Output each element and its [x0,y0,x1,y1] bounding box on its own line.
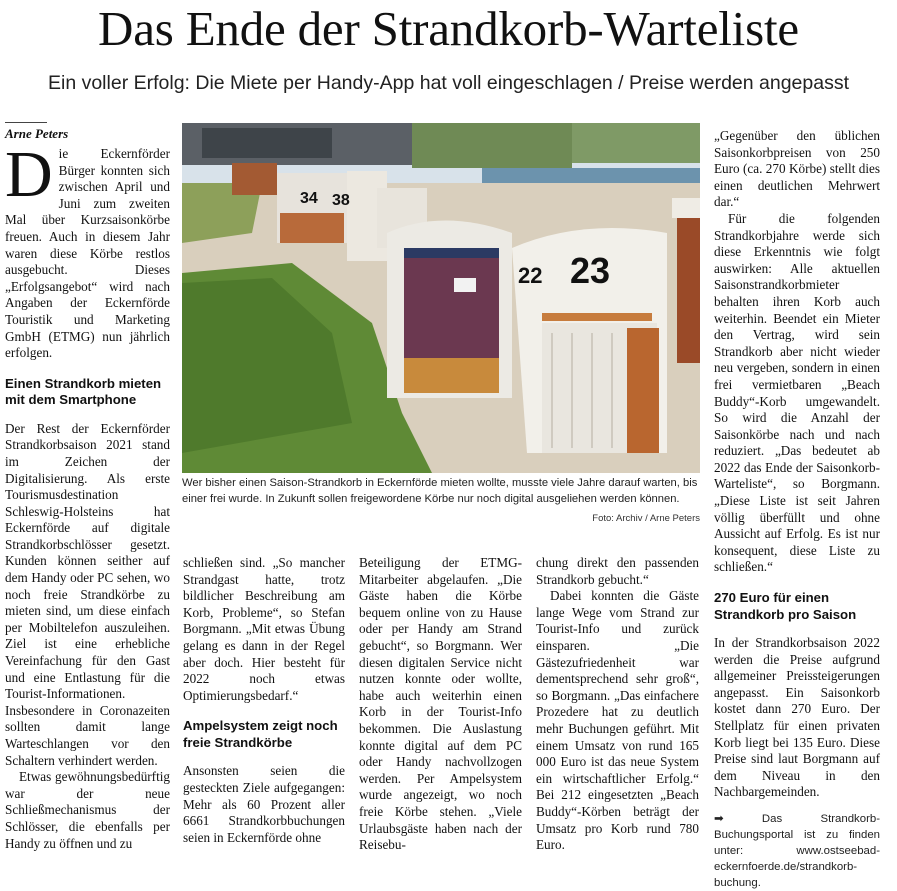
basket-number: 34 [300,190,318,207]
section-heading-ampelsystem: Ampelsystem zeigt noch freie Strandkörbe [183,718,338,750]
info-text[interactable]: Das Strandkorb-Buchungsportal ist zu finden unter: www.ostseebad-eckernfoerde.de/strandkorb-buchung. [714,812,880,889]
info-box [714,811,880,891]
body-paragraph: Etwas gewöhnungsbedürftig war der neue Schließmechanismus der Schlösser, die ebenfalls per Handy zu öffnen und zu [5,769,170,851]
body-paragraph: schließen sind. „So mancher Strandgast hatte, trotz bildlicher Beschreibung am Korb, Probleme“, so Stefan Borgmann. „Mit etwas Übung gelang es dann in der Regel aber doch. Hier besteht für 2022 noch etwas Optimierungsbedarf.“ [183,555,345,703]
intro-paragraph [5,138,170,362]
photo-caption: Wer bisher einen Saison-Strandkorb in Eckernförde mieten wollte, musste viele Jahre darauf warten, bis einer frei wurde. In Zukunft sollen freigewordene Körbe nur noch digital ausgeliehen werden können. [182,477,698,505]
strandkorb-illustration [182,123,700,473]
body-paragraph: Dabei konnten die Gäste lange Wege vom Strand zur Tourist-Info und zurück einsparen. „Die Gästezufriedenheit war dementsprechend sehr groß“, so Borgmann. „Das einfachere Prozedere hat zu deutlich mehr Buchungen geführt. Mit einem Umsatz von rund 165 000 Euro ist das neue System ein wirtschaftlicher Erfolg.“ Bei 212 eingesetzten „Beach Buddy“-Körben beträgt der Umsatz pro Korb rund 780 Euro. [536,588,699,853]
article-column-1 [5,138,170,851]
basket-number: 22 [518,263,543,288]
basket-number: 38 [332,192,350,209]
drop-cap: D [5,138,53,211]
body-paragraph: „Gegenüber den üblichen Saisonkorbpreisen von 250 Euro (ca. 270 Körbe) stellt dies einen deutlichen Mehrwert dar.“ [714,128,880,210]
body-paragraph: Der Rest der Eckernförder Strandkorbsaison 2021 stand im Zeichen der Digitalisierung. Als erste Tourismusdestination Schleswig-Holsteins hat Eckernförde auf digitale Strandkorbschlösser gesetzt. Kunden können seither auf dem Handy oder PC sehen, wo noch freie Strandkörbe zu mieten sind, um diese einfach per Mobiltelefon auszuleihen. Ziel ist eine erhebliche Vereinfachung für den Gast und eine Entlastung für die Tourist-Informationen. Insbesondere in Coronazeiten sollten damit lange Warteschlangen vor den Schaltern verhindert werden. [5,420,170,768]
article-column-4 [536,555,699,853]
body-paragraph: Beteiligung der ETMG-Mitarbeiter abgelaufen. „Die Gäste haben die Körbe bequem online von zu Hause oder per Handy am Strand gebucht“, so Borgmann. Wer diesen digitalen Service nicht nutzen konnte oder wollte, habe auch weiterhin einen Korb in der Tourist-Info bekommen. Die Auslastung konnte digital auf dem PC oder Handy nachvollzogen werden. Per Ampelsystem wurde angezeigt, wo noch freie Körbe stehen. „Viele Urlaubsgäste haben nach der Reisebu- [359,555,522,853]
article-column-2 [183,555,345,845]
author-byline: Arne Peters [5,126,69,141]
body-paragraph: chung direkt den passenden Strandkorb gebucht.“ [536,555,699,587]
basket-middle [387,221,512,399]
article-column-3 [359,555,522,853]
body-paragraph: Ansonsten seien die gesteckten Ziele aufgegangen: Mehr als 60 Prozent aller 6661 Strandkorbbuchungen seien in Eckernförde ohne [183,763,345,845]
author-rule [5,122,47,123]
body-paragraph: Für die folgenden Strandkorbjahre werde sich diese Erkenntnis wie folgt auswirken: Alle aktuellen Saisonstrandkorbmieter behalten ihren Korb auch weiterhin. Beendet ein Mieter den Vertrag, wird sein Strandkorb aber nicht wieder neu vergeben, sondern in einen frei vermietbaren „Beach Buddy“-Korb umgewandelt. So wird die Anzahl der Saisonkörbe nach und nach reduziert. „Das bedeutet ab 2022 das Ende der Saisonkorb-Warteliste“, so Borgmann. „Diese Liste ist seit Jahren völlig überfüllt und ohne Aussicht auf Erfolg. Es ist nur konsequent, diese Liste zu schließen.“ [714,210,880,575]
photo-credit: Foto: Archiv / Arne Peters [592,513,700,524]
section-heading-price: 270 Euro für einen Strandkorb pro Saison [714,590,857,622]
body-paragraph: In der Strandkorbsaison 2022 werden die Preise aufgrund allgemeiner Preissteigerungen angepasst. Ein Saisonkorb kostet dann 270 Euro. Der Stellplatz für einen privaten Korb liegt bei 135 Euro. Diese Preise sind laut Borgmann auf dem Niveau in den Nachbargemeinden. [714,635,880,800]
basket-number: 23 [570,250,611,291]
beach-photo [182,123,700,473]
article-column-5 [714,128,880,889]
subheadline: Ein voller Erfolg: Die Miete per Handy-App hat voll eingeschlagen / Preise werden angepasst [47,72,850,94]
section-heading-smartphone: Einen Strandkorb mieten mit dem Smartphone [5,375,162,408]
headline: Das Ende der Strandkorb-Warteliste [98,1,799,56]
arrow-icon: ➡ [714,812,724,825]
intro-text: ie Eckernförder Bürger konnten sich zwischen April und Juni zum zweiten Mal über Kurzsaisonkörbe freuen. Auch in diesem Jahr waren diese Körbe restlos ausgebucht. Dieses „Erfolgsangebot“ wird nach Angaben der Eckernförde Touristik und Marketing GmbH (ETMG) nun jährlich erfolgen. [5,146,170,361]
